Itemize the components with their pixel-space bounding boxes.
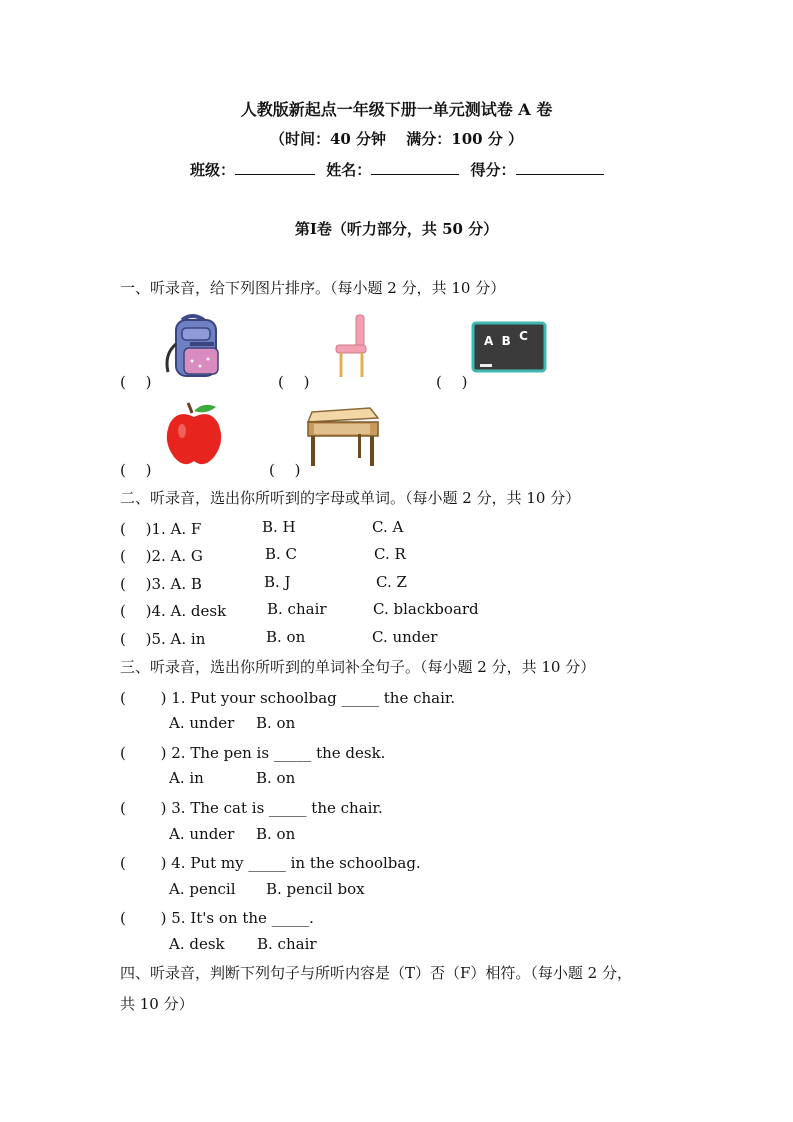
sec2-q2-option-a[interactable]: ( )2. A. G <box>120 547 203 565</box>
letter-a: A <box>484 334 494 348</box>
sec2-q5-option-b[interactable]: B. on <box>266 628 306 646</box>
sec2-q1-option-b[interactable]: B. H <box>262 518 296 536</box>
apple-icon <box>164 401 224 467</box>
exam-subtitle: （时间：40 分钟 满分：100 分 ） <box>269 130 524 148</box>
sec2-q4-option-c[interactable]: C. blackboard <box>373 600 479 618</box>
sec3-q5: ( ) 5. It's on the _____. <box>120 909 314 927</box>
blackboard-icon <box>472 322 548 374</box>
answer-paren-4[interactable]: ( ) <box>120 461 152 479</box>
sec3-q1-option-b[interactable]: B. on <box>256 714 296 732</box>
exam-title: 人教版新起点一年级下册一单元测试卷 A 卷 <box>240 100 553 119</box>
sec3-q2: ( ) 2. The pen is _____ the desk. <box>120 744 386 762</box>
score-blank[interactable] <box>516 160 604 175</box>
class-blank[interactable] <box>235 160 315 175</box>
letter-b: B <box>501 334 511 348</box>
score-label: 得分： <box>470 161 516 179</box>
letter-c: C <box>519 329 528 343</box>
sec3-q4: ( ) 4. Put my _____ in the schoolbag. <box>120 854 421 872</box>
answer-paren-5[interactable]: ( ) <box>269 461 301 479</box>
chair-icon <box>334 313 370 379</box>
sec2-q5-option-a[interactable]: ( )5. A. in <box>120 630 206 648</box>
section1-title: 一、听录音，给下列图片排序。（每小题 2 分，共 10 分） <box>120 279 506 297</box>
desk-icon <box>306 406 380 468</box>
section4-title-line2: 共 10 分） <box>120 995 194 1013</box>
sec3-q1: ( ) 1. Put your schoolbag _____ the chair. <box>120 689 456 707</box>
sec3-q5-option-b[interactable]: B. chair <box>257 935 317 953</box>
schoolbag-icon <box>162 314 224 380</box>
sec2-q1-option-c[interactable]: C. A <box>372 518 404 536</box>
answer-paren-3[interactable]: ( ) <box>436 373 468 391</box>
section2-title: 二、听录音，选出你所听到的字母或单词。（每小题 2 分，共 10 分） <box>120 489 581 507</box>
sec3-q2-option-a[interactable]: A. in <box>169 769 204 787</box>
section4-title-line1: 四、听录音，判断下列句子与所听内容是（T）否（F）相符。（每小题 2 分， <box>120 964 632 982</box>
name-blank[interactable] <box>371 160 459 175</box>
sec3-q2-option-b[interactable]: B. on <box>256 769 296 787</box>
sec2-q2-option-b[interactable]: B. C <box>265 545 298 563</box>
sec3-q4-option-a[interactable]: A. pencil <box>169 880 236 898</box>
sec3-q3-option-a[interactable]: A. under <box>169 825 235 843</box>
sec3-q5-option-a[interactable]: A. desk <box>169 935 225 953</box>
sec3-q1-option-a[interactable]: A. under <box>169 714 235 732</box>
answer-paren-1[interactable]: ( ) <box>120 373 152 391</box>
sec2-q1-option-a[interactable]: ( )1. A. F <box>120 520 202 538</box>
blackboard-letters <box>484 329 528 348</box>
sec2-q2-option-c[interactable]: C. R <box>374 545 406 563</box>
answer-paren-2[interactable]: ( ) <box>278 373 310 391</box>
sec2-q5-option-c[interactable]: C. under <box>372 628 438 646</box>
student-info-line <box>190 159 604 180</box>
name-label: 姓名： <box>326 161 372 179</box>
sec3-q4-option-b[interactable]: B. pencil box <box>266 880 365 898</box>
sec3-q3-option-b[interactable]: B. on <box>256 825 296 843</box>
class-label: 班级： <box>190 161 236 179</box>
sec2-q3-option-b[interactable]: B. J <box>264 573 291 591</box>
sec2-q3-option-a[interactable]: ( )3. A. B <box>120 575 202 593</box>
sec2-q4-option-b[interactable]: B. chair <box>267 600 327 618</box>
sec2-q3-option-c[interactable]: C. Z <box>376 573 407 591</box>
sec3-q3: ( ) 3. The cat is _____ the chair. <box>120 799 383 817</box>
sec2-q4-option-a[interactable]: ( )4. A. desk <box>120 602 227 620</box>
section3-title: 三、听录音，选出你所听到的单词补全句子。（每小题 2 分，共 10 分） <box>120 658 596 676</box>
part1-title: 第Ⅰ卷（听力部分，共 50 分） <box>294 220 499 238</box>
